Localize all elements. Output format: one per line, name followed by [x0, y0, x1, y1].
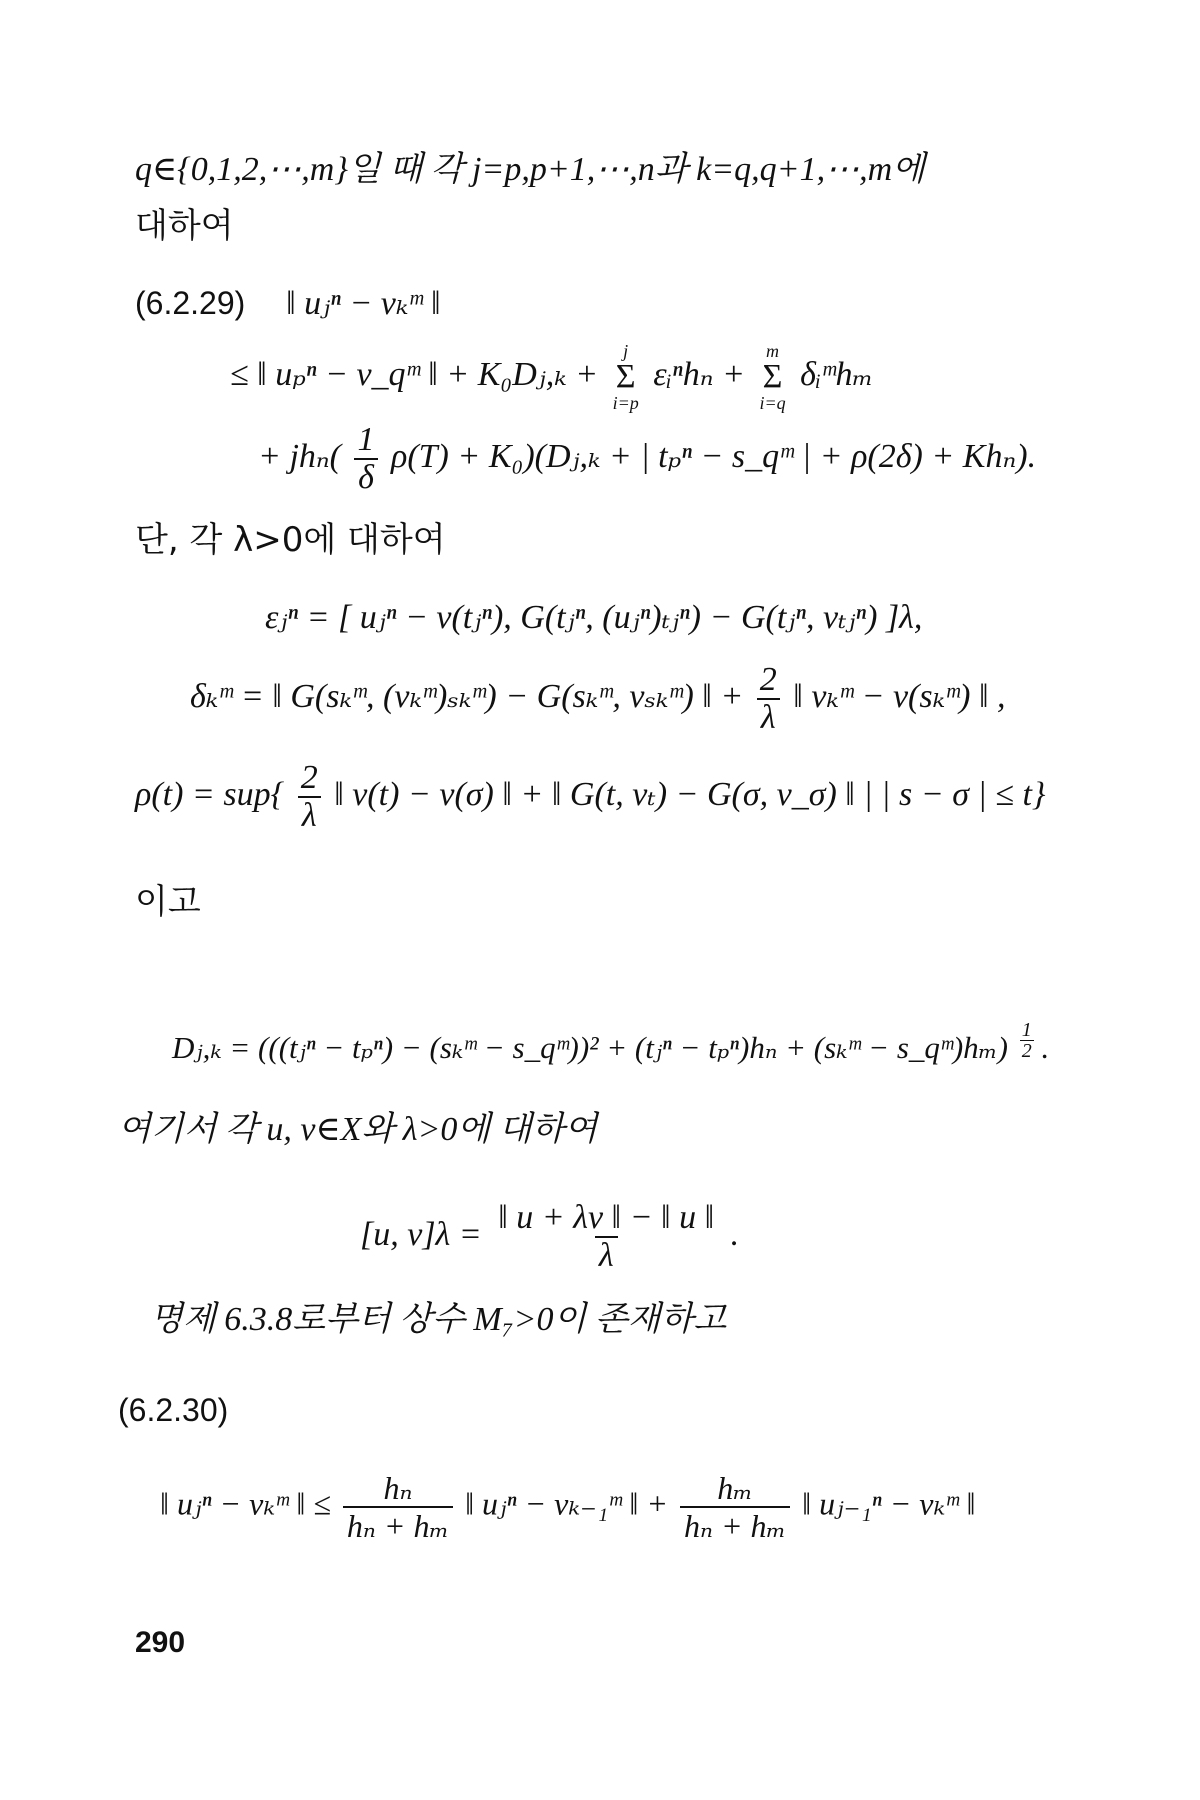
fraction-one-over-delta: [354, 422, 379, 496]
text-line-myeongje: [150, 1300, 726, 1340]
fraction-numerator: hₙ: [383, 1470, 413, 1506]
exponent-numerator: 1: [1021, 1019, 1032, 1041]
page-number: 290: [135, 1626, 186, 1659]
text-line-dan: [135, 520, 446, 560]
sum1-upper: j: [623, 341, 629, 361]
fraction-denominator: hₙ + hₘ: [680, 1506, 790, 1544]
sum-i-q-to-m: [759, 342, 785, 412]
sum2-lower: i=q: [759, 393, 786, 413]
text-line-daehayeo: [135, 206, 234, 246]
equation-label-6-2-29: (6.2.29): [135, 285, 246, 321]
eq29-rhs-part5: ρ(T) + K₀)(Dⱼ,ₖ + | tₚⁿ − s_qᵐ | + ρ(2δ) + Khₙ).: [391, 437, 1037, 475]
rho-definition-part2: ‖ v(t) − v(σ) ‖ + ‖ G(t, vₜ) − G(σ, v_σ) ‖ | | s − σ | ≤ t}: [334, 775, 1046, 813]
delta-definition: [190, 662, 1006, 736]
exponent-denominator: 2: [1021, 1040, 1032, 1062]
fraction-numerator: hₘ: [717, 1470, 753, 1506]
eq29-rhs-part2: εᵢⁿhₙ +: [653, 355, 745, 393]
fraction-numerator: 2: [759, 661, 777, 698]
equation-6-2-30-label-line: [118, 1390, 228, 1430]
epsilon-definition-text: εⱼⁿ = [ uⱼⁿ − v(tⱼⁿ), G(tⱼⁿ, (uⱼⁿ)ₜⱼⁿ) − G(tⱼⁿ, vₜⱼⁿ) ]λ,: [265, 599, 923, 636]
text-line-yeogiseo: [118, 1110, 597, 1150]
fraction-numerator: ‖ u + λv ‖ − ‖ u ‖: [498, 1199, 715, 1236]
bracket-lhs: [u, v]λ =: [360, 1215, 482, 1253]
sum1-lower: i=p: [612, 393, 639, 413]
eq30-part1: ‖ uⱼⁿ − vₖᵐ ‖ ≤: [160, 1485, 331, 1522]
eq30-part3: ‖ uⱼ₋₁ⁿ − vₖᵐ ‖: [802, 1485, 976, 1522]
daehayeo-text: 대하여: [135, 206, 234, 246]
eq29-rhs-part4: + jhₙ(: [258, 437, 341, 475]
sum2-upper: m: [766, 341, 780, 361]
eq29-rhs-part1: ≤ ‖ uₚⁿ − v_qᵐ ‖ + K₀Dⱼ,ₖ +: [230, 355, 599, 393]
fraction-hm-over-sum: [680, 1470, 790, 1544]
text-line-condition: [135, 150, 925, 190]
equation-6-2-29-line2: [230, 342, 873, 412]
fraction-denominator: δ: [354, 458, 378, 496]
fraction-hn-over-sum: [343, 1470, 453, 1544]
fraction-bracket: [494, 1200, 718, 1274]
fraction-two-over-lambda: [756, 662, 781, 736]
fraction-denominator: λ: [757, 698, 780, 736]
eq29-lhs: ‖ uⱼⁿ − vₖᵐ ‖: [286, 285, 441, 322]
eq29-rhs-part3: δᵢᵐhₘ: [800, 355, 874, 393]
exponent-one-half: [1020, 1020, 1034, 1061]
bracket-period: .: [730, 1215, 740, 1253]
eq30-part2: ‖ uⱼⁿ − vₖ₋₁ᵐ ‖ +: [465, 1485, 668, 1522]
rho-definition: [135, 760, 1046, 834]
myeongje-text: 명제 6.3.8로부터 상수 M₇>0이 존재하고: [150, 1301, 727, 1338]
sum-i-p-to-j: [613, 342, 639, 412]
rho-definition-part1: ρ(t) = sup{: [135, 775, 285, 813]
fraction-numerator: 2: [300, 759, 318, 796]
d-definition: [172, 1020, 1049, 1068]
yeogiseo-text: 여기서 각 u, v∈X와 λ>0에 대하여: [118, 1111, 598, 1148]
fraction-two-over-lambda: [297, 760, 322, 834]
dan-text: 단, 각 λ>0에 대하여: [135, 520, 446, 560]
equation-6-2-29-line1: [135, 283, 441, 324]
fraction-numerator: 1: [357, 421, 375, 458]
fraction-denominator: λ: [298, 796, 321, 834]
d-definition-text: Dⱼ,ₖ = (((tⱼⁿ − tₚⁿ) − (sₖᵐ − s_qᵐ))² + (tⱼⁿ − tₚⁿ)hₙ + (sₖᵐ − s_qᵐ)hₘ): [172, 1030, 1008, 1065]
delta-definition-part1: δₖᵐ = ‖ G(sₖᵐ, (vₖᵐ)ₛₖᵐ) − G(sₖᵐ, vₛₖᵐ) ‖ +: [190, 677, 744, 715]
condition-text: q∈{0,1,2,⋯,m}일 때 각 j=p,p+1,⋯,n과 k=q,q+1,⋯,m에: [135, 151, 925, 188]
delta-definition-part2: ‖ vₖᵐ − v(sₖᵐ) ‖ ,: [793, 677, 1006, 715]
equation-label-6-2-30: (6.2.30): [118, 1392, 229, 1428]
equation-6-2-29-line3: [258, 422, 1036, 496]
equation-6-2-30: [160, 1470, 976, 1544]
d-definition-period: .: [1041, 1030, 1050, 1065]
fraction-denominator: hₙ + hₘ: [343, 1506, 453, 1544]
igo-text: 이고: [135, 882, 201, 922]
epsilon-definition: [265, 598, 922, 638]
sigma-icon: Σ: [762, 358, 783, 395]
text-line-igo: [135, 882, 201, 922]
sigma-icon: Σ: [615, 358, 636, 395]
bracket-definition: [360, 1200, 739, 1274]
fraction-denominator: λ: [595, 1236, 618, 1274]
